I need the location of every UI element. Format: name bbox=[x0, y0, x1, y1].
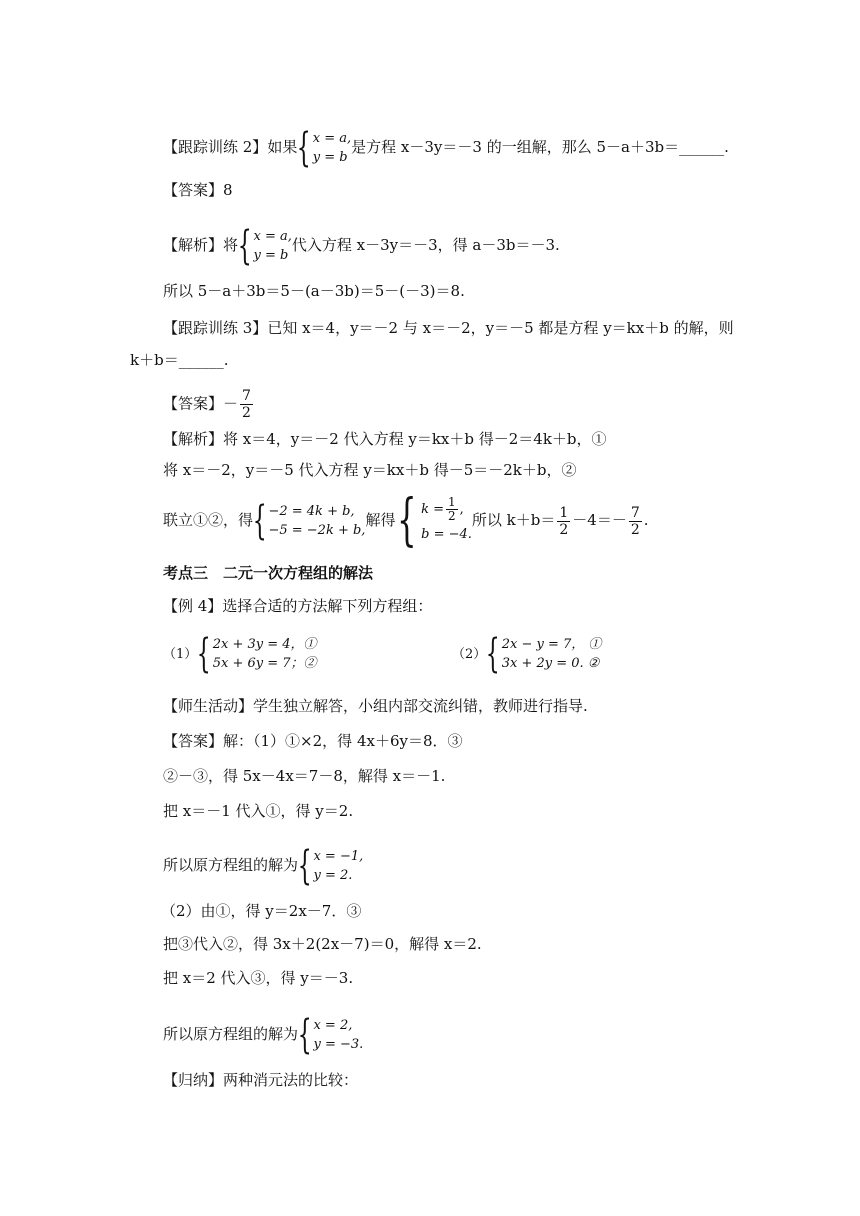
analysis-tag: 【解析】 bbox=[163, 236, 224, 254]
answer-4-line-7: 把 x＝2 代入③，得 y＝－3. bbox=[163, 969, 354, 987]
fraction-denominator: 2 bbox=[559, 521, 569, 538]
system-row: 5x + 6y = 7；② bbox=[212, 656, 317, 671]
drill-3-text: 已知 x＝4，y＝－2 与 x＝－2，y＝－5 都是方程 y＝kx＋b 的解，则 bbox=[267, 319, 734, 337]
solution-k: k = bbox=[421, 501, 445, 517]
system-row: y = 2. bbox=[313, 868, 353, 883]
answer-4-line-2: ②－③，得 5x－4x＝7－8，解得 x＝－1. bbox=[163, 767, 446, 785]
drill-2-tag: 【跟踪训练 2】 bbox=[163, 138, 268, 156]
answer-value: 8 bbox=[223, 181, 233, 199]
answer-sign: － bbox=[223, 394, 239, 413]
result-fraction-1 bbox=[557, 505, 570, 538]
analysis-2-conclusion: 所以 5－a＋3b＝5－(a－3b)＝5－(－3)＝8. bbox=[163, 282, 465, 300]
system-row: −2 = 4k + b, bbox=[268, 504, 355, 519]
solution-intro: 所以原方程组的解为 bbox=[163, 856, 299, 874]
example-4-q1 bbox=[163, 631, 317, 677]
drill-2-text-b: 是方程 x－3y＝－3 的一组解，那么 5－a＋3b＝______. bbox=[351, 138, 729, 156]
fraction-denominator: 2 bbox=[448, 508, 456, 523]
analysis-2 bbox=[163, 223, 560, 269]
activity-text: 学生独立解答，小组内部交流纠错，教师进行指导. bbox=[253, 697, 588, 715]
solution-intro: 所以原方程组的解为 bbox=[163, 1025, 299, 1043]
analysis-3-line-1 bbox=[163, 429, 607, 449]
answer-4-line-4 bbox=[163, 843, 364, 889]
system-row: 2x + 3y = 4，① bbox=[212, 637, 317, 652]
analysis-3-text: 将 x＝4，y＝－2 代入方程 y＝kx＋b 得－2＝4k＋b，① bbox=[223, 430, 607, 448]
solution-system-1: { x = −1, y = 2. bbox=[297, 843, 364, 889]
analysis-2-system: { x = a, y = b bbox=[237, 223, 292, 269]
system-row: y = b bbox=[253, 248, 289, 263]
answer-4-line-6: 把③代入②，得 3x＋2(2x－7)＝0，解得 x＝2. bbox=[163, 935, 482, 953]
example-tag: 【例 4】 bbox=[163, 597, 223, 615]
teacher-student-activity bbox=[163, 696, 588, 716]
analysis-3-line-2: 将 x＝－2，y＝－5 代入方程 y＝kx＋b 得－5＝－2k＋b，② bbox=[163, 461, 577, 479]
analysis-3-text-b: 解得 bbox=[365, 511, 396, 529]
answer-4-line-1 bbox=[163, 731, 463, 751]
fraction-denominator: 2 bbox=[242, 405, 251, 421]
system-row: 3x + 2y = 0. ② bbox=[501, 656, 600, 671]
system-row: x = −1, bbox=[313, 849, 364, 864]
solution-b: b = −4. bbox=[421, 526, 472, 542]
fraction-numerator: 1 bbox=[448, 494, 456, 509]
fraction-numerator: 7 bbox=[242, 388, 251, 404]
system-row: 2x − y = 7， ① bbox=[501, 637, 602, 652]
answer-4-text: 解：（1）①×2，得 4x＋6y＝8．③ bbox=[223, 732, 463, 750]
fraction-numerator: 1 bbox=[559, 504, 569, 521]
drill-3-tag: 【跟踪训练 3】 bbox=[163, 319, 268, 337]
section-3-title: 考点三 二元一次方程组的解法 bbox=[163, 564, 374, 582]
answer-tag: 【答案】 bbox=[163, 181, 224, 199]
analysis-tag: 【解析】 bbox=[163, 430, 224, 448]
solution-system-2: { x = 2, y = −3. bbox=[297, 1012, 364, 1058]
fraction-numerator: 7 bbox=[630, 504, 640, 521]
analysis-2-text-b: 代入方程 x－3y＝－3，得 a－3b＝－3. bbox=[291, 236, 560, 254]
system-row: y = b bbox=[312, 150, 348, 165]
q1-system: { 2x + 3y = 4，① 5x + 6y = 7；② bbox=[197, 631, 317, 677]
drill-3-continued: k＋b＝______. bbox=[130, 351, 229, 369]
result-fraction-2 bbox=[629, 505, 642, 538]
answer-tag: 【答案】 bbox=[163, 732, 224, 750]
system-row: x = 2, bbox=[313, 1018, 353, 1033]
drill-2 bbox=[163, 125, 729, 171]
analysis-3-text-a: 联立①②，得 bbox=[163, 511, 254, 529]
drill-2-text-a: 如果 bbox=[267, 138, 298, 156]
q2-system: { 2x − y = 7， ① 3x + 2y = 0. ② bbox=[486, 631, 602, 677]
summary bbox=[163, 1070, 358, 1090]
drill-3 bbox=[163, 318, 734, 338]
answer-3 bbox=[163, 388, 255, 421]
analysis-3-system: { −2 = 4k + b, −5 = −2k + b, bbox=[252, 498, 366, 544]
answer-4-line-8 bbox=[163, 1012, 364, 1058]
analysis-3-period: . bbox=[643, 511, 649, 529]
answer-2 bbox=[163, 180, 233, 200]
analysis-3-text-c: 所以 k＋b＝ bbox=[471, 511, 556, 529]
summary-text: 两种消元法的比较： bbox=[223, 1071, 359, 1089]
analysis-3-text-d: －4＝－ bbox=[572, 511, 627, 529]
system-row: y = −3. bbox=[313, 1037, 364, 1052]
example-text: 选择合适的方法解下列方程组： bbox=[222, 597, 433, 615]
drill-2-system: { x = a, y = b bbox=[297, 125, 352, 171]
answer-4-line-3: 把 x＝－1 代入①，得 y＝2. bbox=[163, 802, 354, 820]
fraction-denominator: 2 bbox=[630, 521, 640, 538]
analysis-3-solution: { k = $\frac{1}{2}$ , b = −4. bbox=[397, 488, 472, 553]
example-4-q2 bbox=[452, 631, 602, 677]
analysis-2-text-a: 将 bbox=[223, 236, 239, 254]
activity-tag: 【师生活动】 bbox=[163, 697, 254, 715]
system-row: −5 = −2k + b, bbox=[268, 523, 366, 538]
question-label: （2） bbox=[452, 647, 487, 662]
summary-tag: 【归纳】 bbox=[163, 1071, 224, 1089]
solution-k-fraction bbox=[446, 496, 458, 523]
system-row: x = a, bbox=[253, 229, 292, 244]
example-4 bbox=[163, 596, 432, 616]
analysis-3-line-3 bbox=[163, 488, 649, 553]
answer-4-line-5: （2）由①，得 y＝2x－7．③ bbox=[161, 902, 362, 920]
answer-tag: 【答案】 bbox=[163, 394, 224, 413]
system-row: x = a, bbox=[312, 131, 352, 146]
question-label: （1） bbox=[163, 647, 198, 662]
answer-fraction bbox=[240, 388, 253, 421]
